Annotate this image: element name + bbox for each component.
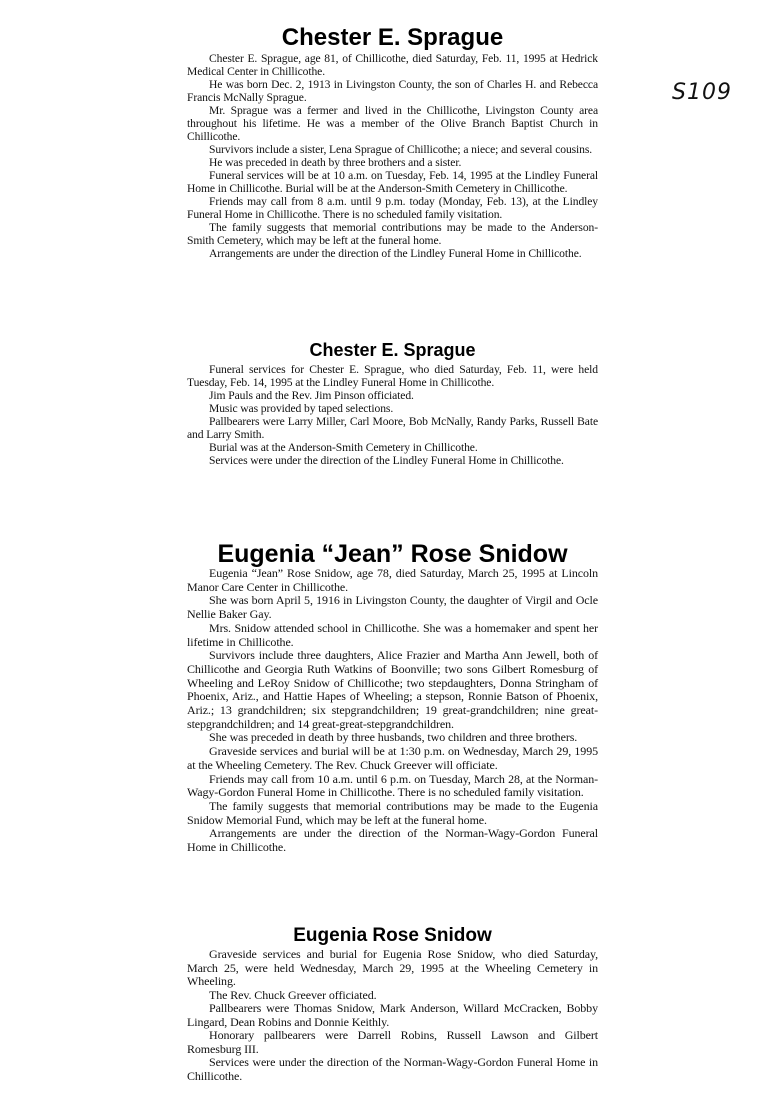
obituary-title: Chester E. Sprague	[281, 24, 504, 51]
obituary-paragraph: Graveside services and burial will be at 1:30 p.m. on Wednesday, March 29, 1995 at the Wheeling Cemetery. The Rev. Chuck Greever will officiate.	[187, 744, 598, 772]
obituary-paragraph: He was preceded in death by three brothers and a sister.	[209, 156, 462, 169]
obituary-paragraph: Survivors include three daughters, Alice Frazier and Martha Ann Jewell, both of Chillicothe and Georgia Ruth Watkins of Boonville; two sons Gilbert Romesburg of Wheeling and LeRoy Snidow of Chillicothe; two stepdaughters, Donna Stringham of Phoenix, Ariz., and Hattie Hapes of Wheeling; a stepson, Ronnie Batson of Phoenix, Ariz.; 13 grandchildren; six stepgrandchildren; 19 great-grandchildren; nine great-stepgrandchildren; and 14 great-great-stepgrandchildren.	[187, 648, 598, 731]
obituary-paragraph: Honorary pallbearers were Darrell Robins, Russell Lawson and Gilbert Romesburg III.	[187, 1028, 598, 1056]
obituary-paragraph: Services were under the direction of the Lindley Funeral Home in Chillicothe.	[209, 454, 564, 467]
obituary-chester-sprague	[187, 26, 598, 260]
funeral-notice-chester-sprague	[187, 341, 598, 467]
obituary-paragraph: Survivors include a sister, Lena Sprague of Chillicothe; a niece; and several cousins.	[209, 143, 593, 156]
obituary-title: Eugenia “Jean” Rose Snidow	[217, 540, 568, 568]
obituary-paragraph: Pallbearers were Thomas Snidow, Mark Anderson, Willard McCracken, Bobby Lingard, Dean Robins and Donnie Keithly.	[187, 1001, 598, 1029]
obituary-eugenia-snidow	[187, 542, 598, 855]
obituary-paragraph: Eugenia “Jean” Rose Snidow, age 78, died Saturday, March 25, 1995 at Lincoln Manor Care Center in Chillicothe.	[187, 566, 598, 594]
obituary-paragraph: Mrs. Snidow attended school in Chillicothe. She was a homemaker and spent her lifetime in Chillicothe.	[187, 620, 598, 649]
obituary-paragraph: Arrangements are under the direction of the Lindley Funeral Home in Chillicothe.	[209, 247, 582, 260]
obituary-paragraph: Pallbearers were Larry Miller, Carl Moore, Bob McNally, Randy Parks, Russell Bate and Larry Smith.	[187, 415, 598, 441]
funeral-notice-eugenia-snidow	[187, 926, 598, 1083]
obituary-paragraph: She was preceded in death by three husbands, two children and three brothers.	[209, 730, 578, 745]
handwritten-page-number: S109	[672, 80, 732, 105]
obituary-paragraph: Funeral services will be at 10 a.m. on Tuesday, Feb. 14, 1995 at the Lindley Funeral Home in Chillicothe. Burial will be at the Anderson-Smith Cemetery in Chillicothe.	[187, 169, 598, 195]
obituary-paragraph: Services were under the direction of the Norman-Wagy-Gordon Funeral Home in Chillicothe.	[187, 1055, 598, 1083]
obituary-paragraph: Burial was at the Anderson-Smith Cemetery in Chillicothe.	[209, 441, 478, 454]
obituary-paragraph: The family suggests that memorial contributions may be made to the Anderson-Smith Cemetery, which may be left at the funeral home.	[187, 221, 598, 247]
obituary-paragraph: Graveside services and burial for Eugenia Rose Snidow, who died Saturday, March 25, were held Wednesday, March 29, 1995 at the Wheeling Cemetery in Wheeling.	[187, 947, 598, 988]
obituary-paragraph: The Rev. Chuck Greever officiated.	[209, 987, 377, 1002]
obituary-paragraph: Jim Pauls and the Rev. Jim Pinson officiated.	[209, 389, 414, 402]
obituary-paragraph: Arrangements are under the direction of the Norman-Wagy-Gordon Funeral Home in Chillicothe.	[187, 826, 598, 855]
obituary-paragraph: Chester E. Sprague, age 81, of Chillicothe, died Saturday, Feb. 11, 1995 at Hedrick Medical Center in Chillicothe.	[187, 52, 598, 78]
obituary-paragraph: He was born Dec. 2, 1913 in Livingston County, the son of Charles H. and Rebecca Francis McNally Sprague.	[187, 78, 598, 104]
obituary-paragraph: Music was provided by taped selections.	[209, 402, 394, 415]
obituary-paragraph: Friends may call from 8 a.m. until 9 p.m. today (Monday, Feb. 13), at the Lindley Funeral Home in Chillicothe. There is no scheduled family visitation.	[187, 195, 598, 221]
obituary-paragraph: Funeral services for Chester E. Sprague, who died Saturday, Feb. 11, were held Tuesday, Feb. 14, 1995 at the Lindley Funeral Home in Chillicothe.	[187, 363, 598, 389]
obituary-title: Chester E. Sprague	[309, 340, 476, 360]
obituary-paragraph: Friends may call from 10 a.m. until 6 p.m. on Tuesday, March 28, at the Norman-Wagy-Gordon Funeral Home in Chillicothe. There is no scheduled family visitation.	[187, 771, 598, 800]
obituary-title: Eugenia Rose Snidow	[293, 925, 492, 946]
obituary-paragraph: The family suggests that memorial contributions may be made to the Eugenia Snidow Memorial Fund, which may be left at the funeral home.	[187, 798, 598, 827]
obituary-paragraph: Mr. Sprague was a fermer and lived in the Chillicothe, Livingston County area throughout his lifetime. He was a member of the Olive Branch Baptist Church in Chillicothe.	[187, 104, 598, 143]
obituary-paragraph: She was born April 5, 1916 in Livingston County, the daughter of Virgil and Ocle Nellie Baker Gay.	[187, 593, 598, 622]
